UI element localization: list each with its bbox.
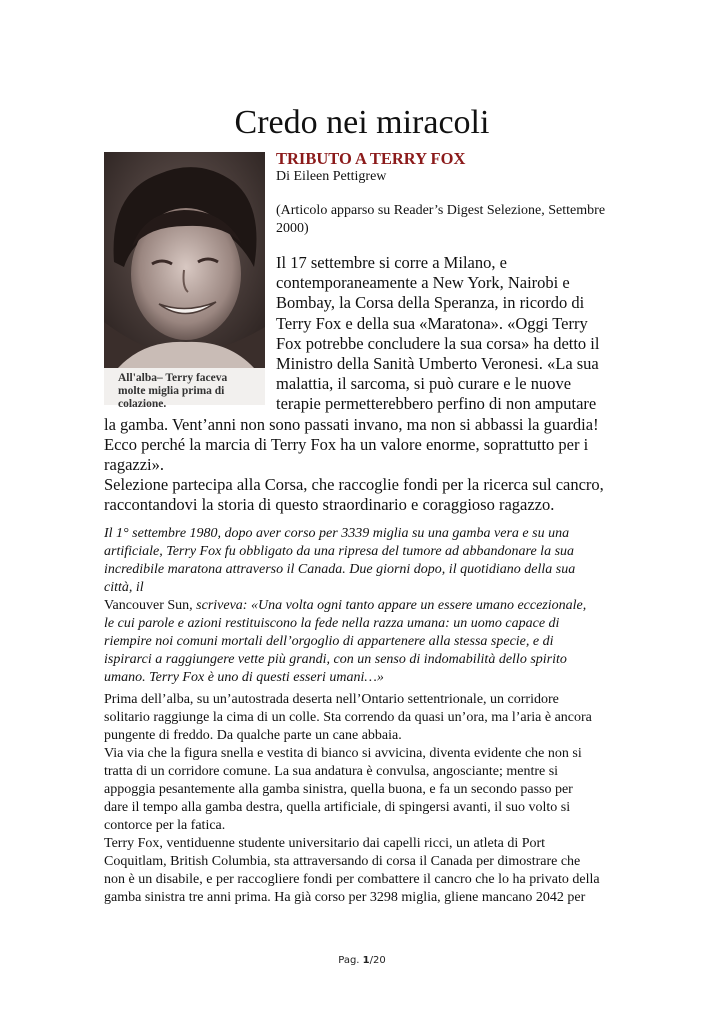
body-line: pungente di freddo. Da qualche parte un cane abbaia.	[104, 728, 402, 743]
caption-line: molte miglia prima di	[118, 385, 225, 397]
quote-line: riempire noi comuni mortali dell’orgoglio di appartenere alla stessa specie, e di	[104, 634, 554, 649]
quote-line: le cui parole e azioni restituiscono la fede nella razza umana: un uomo capace di	[104, 616, 560, 631]
body-line: Via via che la figura snella e vestita di bianco si avvicina, diventa evidente che non si	[104, 746, 582, 761]
body-line: Prima dell’alba, su un’autostrada deserta nell’Ontario settentrionale, un corridore	[104, 692, 559, 707]
article-source-note: (Articolo apparso su Reader’s Digest Selezione, Settembre 2000)	[276, 203, 606, 236]
caption-line: colazione.	[118, 398, 167, 410]
body-text	[104, 691, 634, 907]
lead-line: Terry Fox e della sua «Maratona». «Oggi Terry	[276, 313, 588, 333]
body-line: contorce per la fatica.	[104, 818, 226, 833]
lead-line: malattia, il sarcoma, si può curare e le nuove	[276, 374, 572, 394]
body-line: Terry Fox, ventiduenne studente universitario dai capelli ricci, un atleta di Port	[104, 836, 546, 851]
lead-line: Il 17 settembre si corre a Milano, e	[276, 253, 507, 272]
lead-paragraph	[104, 253, 624, 516]
quote-line: ispirarci a raggiungere vette più grandi, con un senso di indomabilità dello spirito	[104, 652, 567, 667]
quote-line: umano. Terry Fox è uno di questi esseri umani…»	[104, 670, 384, 685]
lead-line: la gamba. Vent’anni non sono passati invano, ma non si abbassi la guardia!	[104, 414, 599, 434]
lead-line: raccontandovi la storia di questo straordinario e coraggioso ragazzo.	[104, 495, 555, 515]
lead-line: Bombay, la Corsa della Speranza, in ricordo di	[276, 293, 585, 313]
quote-line: artificiale, Terry Fox fu obbligato da una ripresa del tumore ad abbandonare la sua	[104, 544, 575, 559]
page-prefix: Pag.	[338, 955, 363, 966]
lead-line: Ecco perché la marcia di Terry Fox ha un valore enorme, soprattutto per i	[104, 434, 589, 454]
body-line: tratta di un corridore comune. La sua andatura è convulsa, angosciante; mentre si	[104, 764, 559, 779]
article-byline: Di Eileen Pettigrew	[276, 169, 387, 184]
quote-line	[104, 597, 624, 615]
body-line: solitario raggiunge la cima di un colle. Sta correndo da quasi un’ora, ma l’aria è ancora	[104, 710, 592, 725]
body-line: dare il tempo alla gamba destra, quella artificiale, di spingersi avanti, il suo volto si	[104, 800, 571, 815]
page-number: 1	[362, 955, 370, 966]
body-line: Coquitlam, British Columbia, sta attraversando di corsa il Canada per dimostrare che	[104, 854, 581, 869]
lead-line: Ministro della Sanità Umberto Veronesi. «La sua	[276, 354, 599, 374]
caption-line: All'alba– Terry faceva	[118, 372, 228, 384]
body-line: gamba sinistra tre anni prima. Ha già corso per 3298 miglia, gliene mancano 2042 per	[104, 890, 586, 905]
intro-quote	[104, 525, 624, 687]
lead-line: Selezione partecipa alla Corsa, che raccoglie fondi per la ricerca sul cancro,	[104, 475, 604, 495]
page-total: /20	[369, 955, 386, 966]
page-footer	[0, 955, 724, 966]
lead-line: contemporaneamente a New York, Nairobi e	[276, 273, 570, 293]
body-line: appoggia pesantemente alla gamba sinistra, quella buona, e fa un secondo passo per	[104, 782, 573, 797]
lead-line: terapie permetterebbero perfino di non amputare	[276, 394, 597, 414]
lead-line: ragazzi».	[104, 455, 164, 475]
quote-line: città, il	[104, 580, 144, 595]
quote-line: Il 1° settembre 1980, dopo aver corso per 3339 miglia su una gamba vera e su una	[104, 526, 570, 541]
body-line: non è un disabile, e per raccogliere fondi per combattere il cancro che lo ha privato della	[104, 872, 600, 887]
article-subtitle: TRIBUTO A TERRY FOX	[276, 149, 466, 168]
page-title: Credo nei miracoli	[234, 104, 490, 141]
quote-text: , scriveva: «Una volta ogni tanto appare un essere umano eccezionale,	[189, 598, 587, 613]
lead-line: Fox potrebbe concludere la sua corsa» ha detto il	[276, 333, 600, 353]
newspaper-name: Vancouver Sun	[104, 598, 190, 613]
quote-line: incredibile maratona attraverso il Canada. Due giorni dopo, il quotidiano della sua	[104, 562, 576, 577]
